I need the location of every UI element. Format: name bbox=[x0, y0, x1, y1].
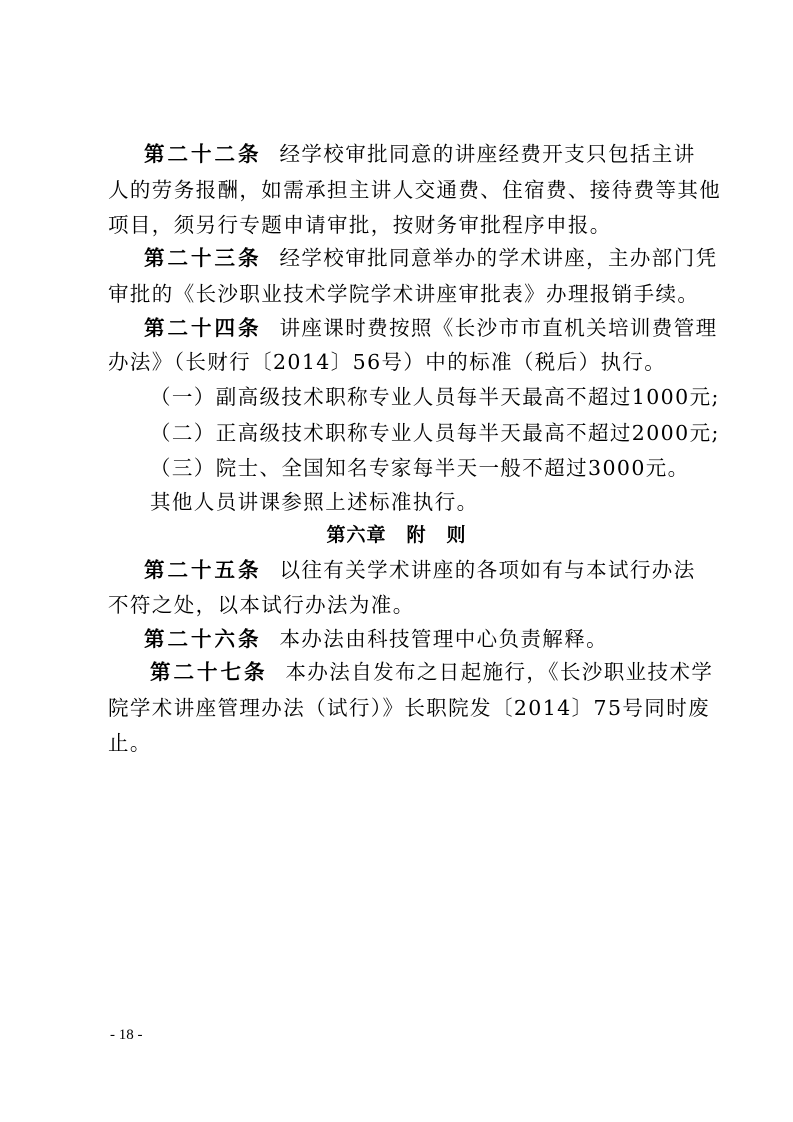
article-24-heading: 第二十四条 bbox=[144, 316, 262, 340]
article-26-line-1 bbox=[144, 627, 608, 651]
article-27-heading: 第二十七条 bbox=[150, 660, 268, 684]
article-24-line-2: 办法》（长财行〔2014〕56号）中的标准（税后）执行。 bbox=[108, 350, 667, 374]
article-22-heading: 第二十二条 bbox=[144, 142, 262, 166]
article-23-text-1: 经学校审批同意举办的学术讲座，主办部门凭 bbox=[279, 246, 718, 270]
article-24-text-1: 讲座课时费按照《长沙市市直机关培训费管理 bbox=[279, 316, 718, 340]
article-23-line-1 bbox=[144, 246, 718, 270]
article-27-line-3: 止。 bbox=[108, 731, 152, 755]
article-22-text-1: 经学校审批同意的讲座经费开支只包括主讲 bbox=[279, 142, 696, 166]
article-27-line-2: 院学术讲座管理办法（试行）》长职院发〔2014〕75号同时废 bbox=[108, 696, 711, 720]
article-24-line-1 bbox=[144, 316, 718, 340]
page-number: - 18 - bbox=[110, 1027, 143, 1043]
article-25-line-1 bbox=[144, 558, 696, 582]
article-25-heading: 第二十五条 bbox=[144, 558, 262, 582]
chapter-6-heading: 第六章 附 则 bbox=[326, 524, 467, 546]
article-27-text-1: 本办法自发布之日起施行，《长沙职业技术学 bbox=[285, 660, 714, 684]
article-27-line-1 bbox=[150, 660, 713, 684]
article-25-text-1: 以往有关学术讲座的各项如有与本试行办法 bbox=[279, 558, 696, 582]
article-24-item-1: （一）副高级技术职称专业人员每半天最高不超过1000元; bbox=[150, 385, 720, 409]
article-24-item-2: （二）正高级技术职称专业人员每半天最高不超过2000元; bbox=[150, 421, 720, 445]
article-23-line-2: 审批的《长沙职业技术学院学术讲座审批表》办理报销手续。 bbox=[108, 282, 700, 306]
article-23-heading: 第二十三条 bbox=[144, 246, 262, 270]
article-24-item-3: （三）院士、全国知名专家每半天一般不超过3000元。 bbox=[150, 456, 690, 480]
article-22-line-2: 人的劳务报酬，如需承担主讲人交通费、住宿费、接待费等其他 bbox=[108, 178, 722, 202]
article-25-line-2: 不符之处，以本试行办法为准。 bbox=[108, 593, 415, 617]
article-26-text-1: 本办法由科技管理中心负责解释。 bbox=[279, 627, 608, 651]
article-24-note: 其他人员讲课参照上述标准执行。 bbox=[150, 490, 479, 514]
article-22-line-1 bbox=[144, 142, 696, 166]
article-22-line-3: 项目，须另行专题申请审批，按财务审批程序申报。 bbox=[108, 213, 612, 237]
article-26-heading: 第二十六条 bbox=[144, 627, 262, 651]
